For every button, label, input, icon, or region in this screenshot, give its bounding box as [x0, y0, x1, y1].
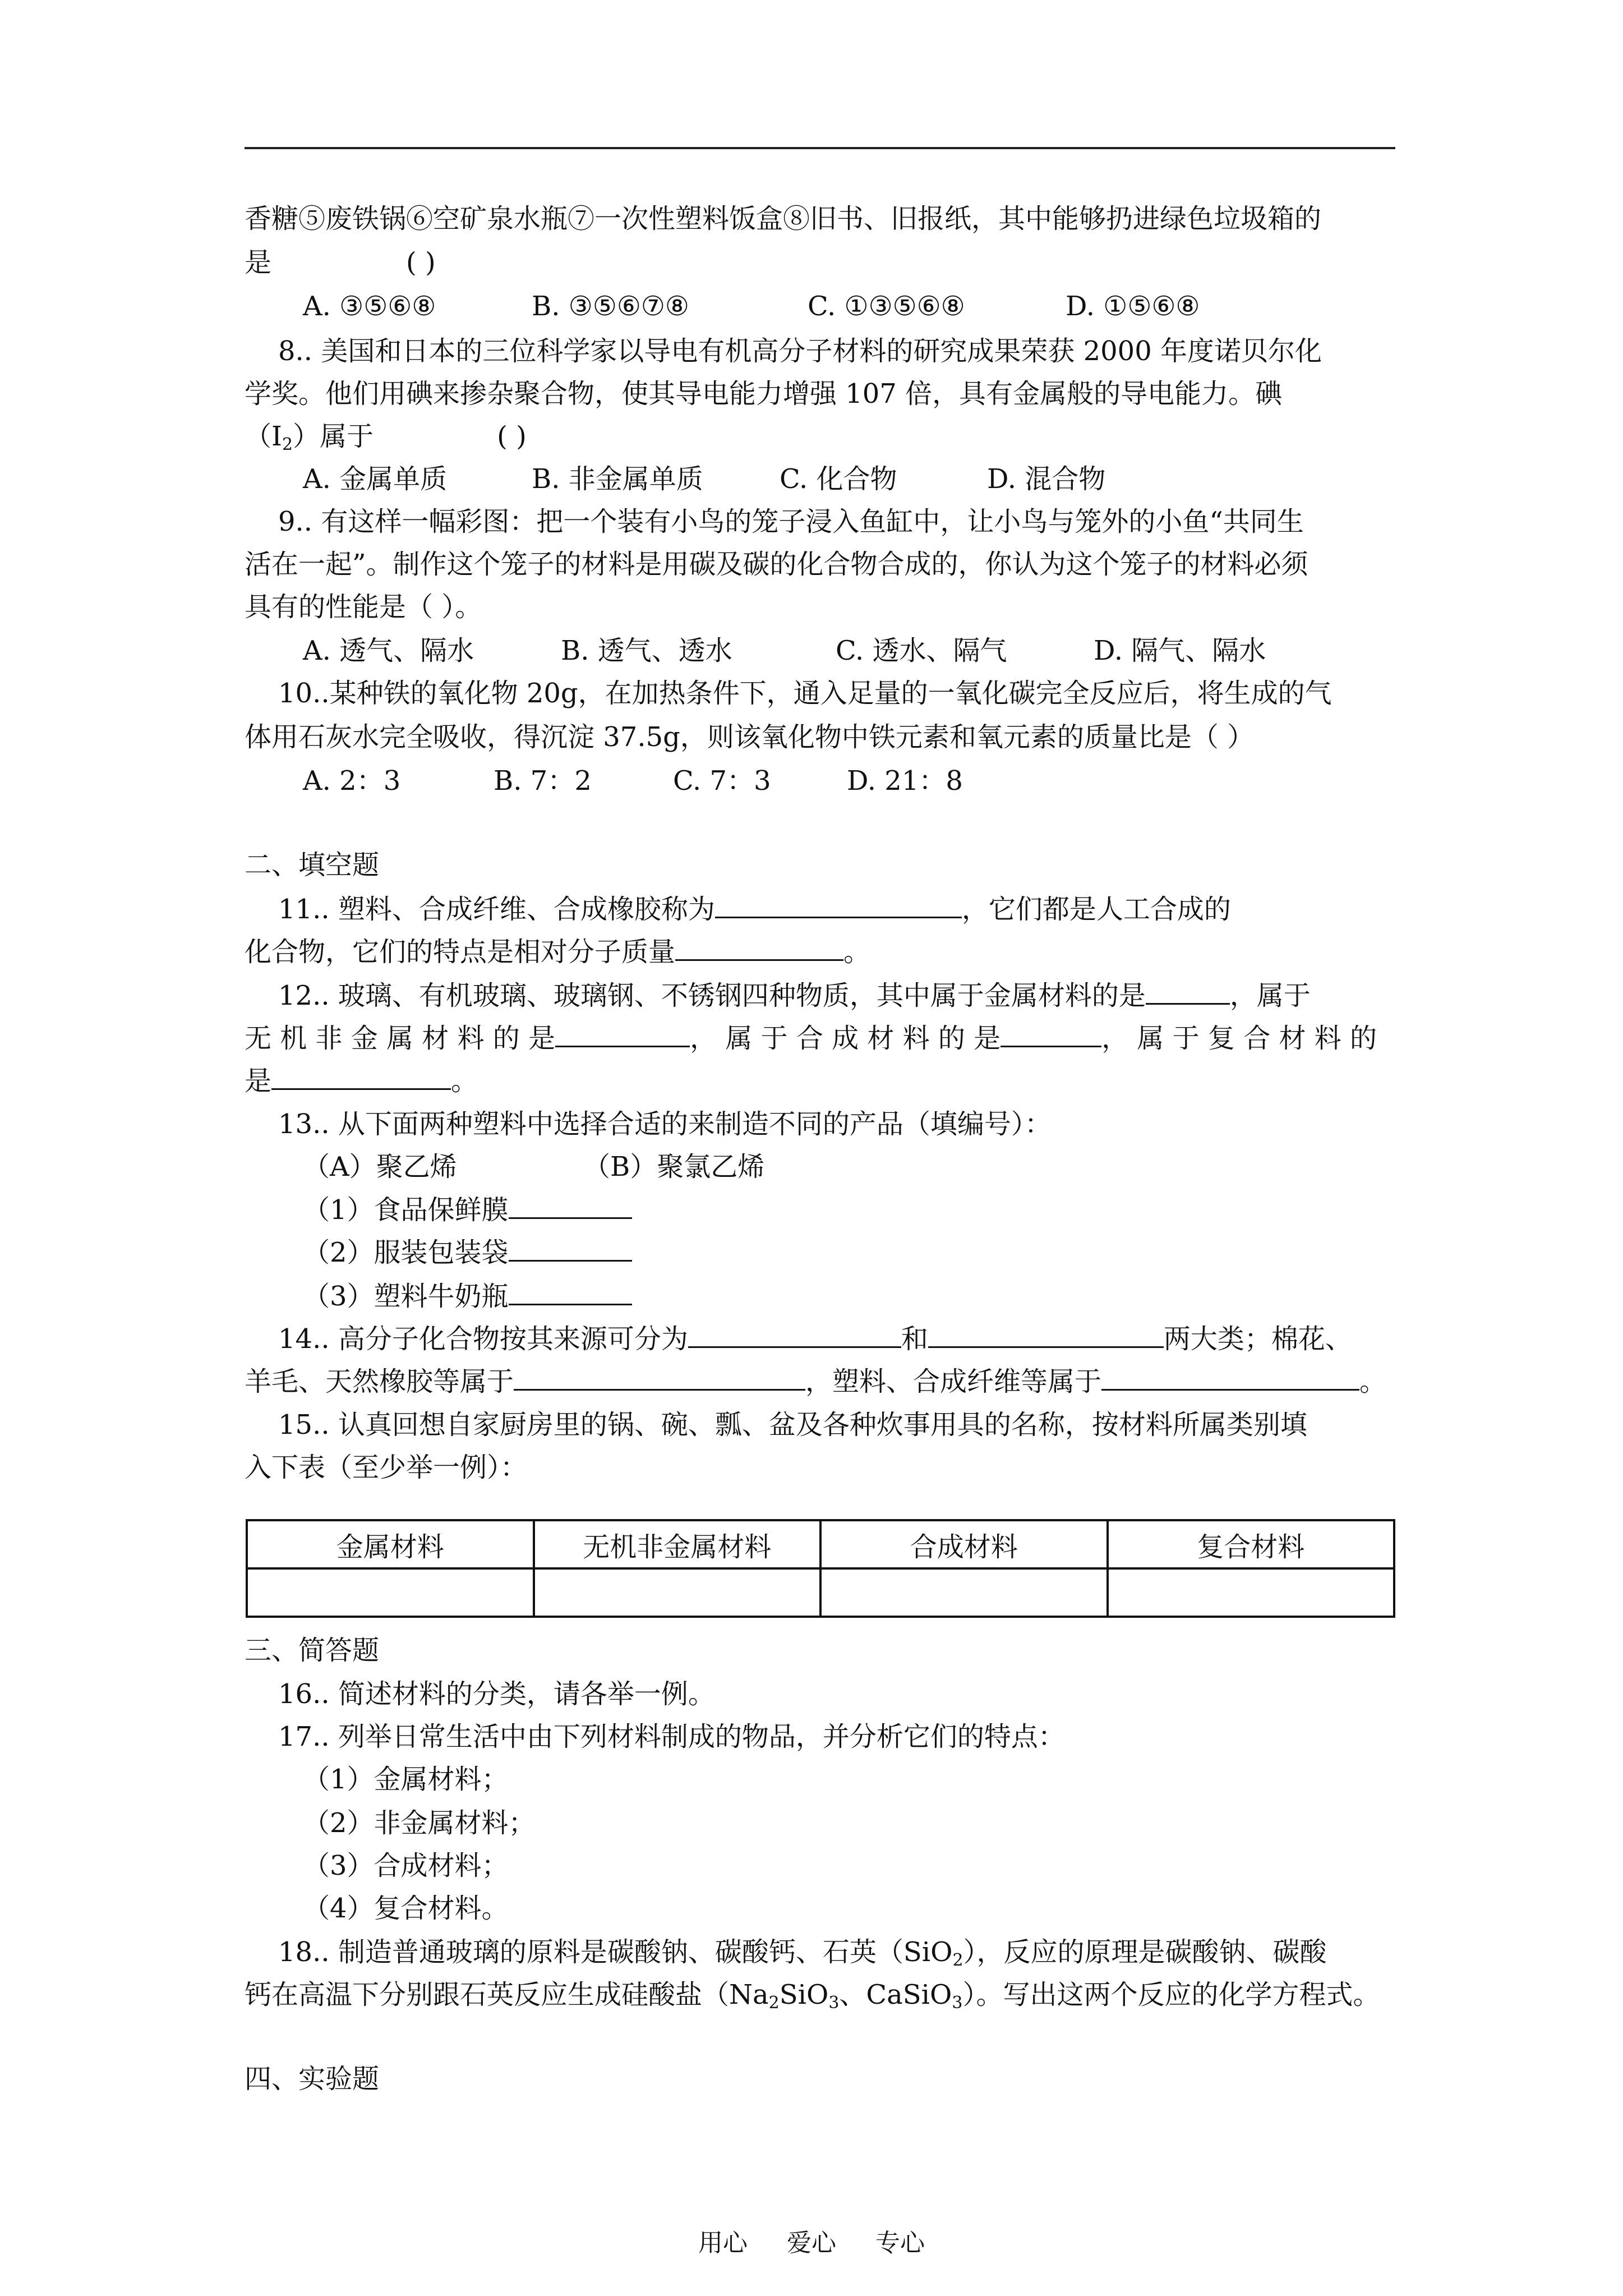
q11-line1: 11.. 塑料、合成纤维、合成橡胶称为 ，它们都是人工合成的	[278, 892, 1231, 926]
q17-item3: （3）合成材料；	[303, 1850, 509, 1881]
q13-option-b: （B）聚氯乙烯	[583, 1151, 765, 1182]
table-row	[247, 1568, 1394, 1617]
q9-option-c: C. 透水、隔气	[836, 635, 1007, 666]
q8-option-d: D. 混合物	[987, 463, 1106, 495]
q7-option-c: C. ①③⑤⑥⑧	[808, 291, 965, 322]
q16-line: 16.. 简述材料的分类，请各举一例。	[278, 1678, 715, 1710]
table-header-cell: 金属材料	[247, 1520, 534, 1568]
q9-line1: 9.. 有这样一幅彩图：把一个装有小鸟的笼子浸入鱼缸中，让小鸟与笼外的小鱼“共同生	[278, 506, 1304, 537]
q17-line1: 17.. 列举日常生活中由下列材料制成的物品，并分析它们的特点：	[278, 1721, 1065, 1752]
answer-paren: ( )	[497, 421, 527, 452]
section-heading-experiment: 四、实验题	[245, 2063, 380, 2095]
table-answer-cell[interactable]	[1108, 1568, 1395, 1617]
q7-line2: 是 ( )	[245, 247, 436, 278]
q9-option-b: B. 透气、透水	[561, 635, 732, 666]
q9-option-d: D. 隔气、隔水	[1094, 635, 1266, 666]
table-answer-cell[interactable]	[247, 1568, 534, 1617]
q10-option-d: D. 21：8	[847, 765, 963, 797]
q13-item2: （2）服装包装袋	[303, 1235, 632, 1269]
q13-item3: （3）塑料牛奶瓶	[303, 1279, 632, 1313]
section-heading-short-answer: 三、简答题	[245, 1635, 380, 1666]
fill-blank[interactable]	[928, 1322, 1164, 1348]
q13-option-a: （A）聚乙烯	[303, 1151, 457, 1182]
q14-line1: 14.. 高分子化合物按其来源可分为 和 两大类；棉花、	[278, 1322, 1352, 1356]
q17-item1: （1）金属材料；	[303, 1764, 509, 1795]
table-header-cell: 复合材料	[1108, 1520, 1395, 1568]
fill-blank[interactable]	[715, 892, 962, 918]
q7-line1: 香糖⑤废铁锅⑥空矿泉水瓶⑦一次性塑料饭盒⑧旧书、旧报纸，其中能够扔进绿色垃圾箱的	[245, 203, 1322, 234]
q10-line2: 体用石灰水完全吸收，得沉淀 37.5g，则该氧化物中铁元素和氧元素的质量比是（ ）	[245, 721, 1255, 753]
q13-item1: （1）食品保鲜膜	[303, 1193, 632, 1227]
table-answer-cell[interactable]	[534, 1568, 821, 1617]
q11-line2: 化合物，它们的特点是相对分子质量 。	[245, 935, 870, 969]
q8-line2: 学奖。他们用碘来掺杂聚合物，使其导电能力增强 107 倍，具有金属般的导电能力。碘	[245, 378, 1283, 409]
q10-option-a: A. 2：3	[303, 765, 401, 797]
fill-blank[interactable]	[1146, 978, 1230, 1005]
q10-option-c: C. 7：3	[673, 765, 771, 797]
q10-line1: 10..某种铁的氧化物 20g，在加热条件下，通入足量的一氧化碳完全反应后，将生成的气	[278, 678, 1332, 709]
q17-item2: （2）非金属材料；	[303, 1807, 536, 1839]
q18-line1: 18.. 制造普通玻璃的原料是碳酸钠、碳酸钙、石英（SiO$_2$），反应的原理是碳酸钠、碳酸	[278, 1936, 1327, 1970]
fill-blank[interactable]	[675, 935, 843, 961]
fill-blank[interactable]	[509, 1235, 632, 1262]
table-header-cell: 无机非金属材料	[534, 1520, 821, 1568]
q17-item4: （4）复合材料。	[303, 1893, 509, 1924]
q8-option-b: B. 非金属单质	[532, 463, 703, 495]
q12-line2: 无 机 非 金 属 材 料 的 是 ， 属 于 合 成 材 料 的 是 ， 属 于 复 合 材 料 的	[245, 1021, 1377, 1055]
q12-line1: 12.. 玻璃、有机玻璃、玻璃钢、不锈钢四种物质，其中属于金属材料的是 ，属于	[278, 978, 1311, 1013]
q13-line1: 13.. 从下面两种塑料中选择合适的来制造不同的产品（填编号）：	[278, 1108, 1052, 1140]
q14-line2: 羊毛、天然橡胶等属于 ，塑料、合成纤维等属于 。	[245, 1364, 1386, 1398]
q15-line1: 15.. 认真回想自家厨房里的锅、碗、瓢、盆及各种炊事用具的名称，按材料所属类别填	[278, 1409, 1307, 1441]
table-header-row	[247, 1520, 1394, 1568]
table-header-cell: 合成材料	[820, 1520, 1108, 1568]
fill-blank[interactable]	[509, 1193, 632, 1219]
materials-table	[246, 1519, 1395, 1618]
footer-word: 用心	[698, 2229, 748, 2257]
q9-line3: 具有的性能是（ ）。	[245, 591, 482, 623]
q7-option-b: B. ③⑤⑥⑦⑧	[532, 291, 689, 322]
q12-line3: 是 。	[245, 1064, 478, 1098]
fill-blank[interactable]	[555, 1021, 690, 1047]
q8-line3: $(I_2)$属于 ( )	[245, 421, 527, 454]
section-heading-fill-in: 二、填空题	[245, 849, 380, 881]
fill-blank[interactable]	[514, 1364, 805, 1391]
footer-word: 专心	[875, 2229, 925, 2257]
q9-line2: 活在一起”。制作这个笼子的材料是用碳及碳的化合物合成的，你认为这个笼子的材料必须	[245, 549, 1308, 580]
fill-blank[interactable]	[271, 1064, 451, 1090]
q10-option-b: B. 7：2	[494, 765, 592, 797]
q9-option-a: A. 透气、隔水	[303, 635, 474, 666]
q18-line2: 钙在高温下分别跟石英反应生成硅酸盐（$Na_2SiO_3$、CaSiO$_3$）。写出这两个反应的化学方程式。	[245, 1979, 1380, 2013]
q8-line1: 8.. 美国和日本的三位科学家以导电有机高分子材料的研究成果荣获 2000 年度诺贝尔化	[278, 335, 1322, 367]
fill-blank[interactable]	[509, 1279, 632, 1305]
q8-option-c: C. 化合物	[780, 463, 897, 495]
q15-line2: 入下表（至少举一例）：	[245, 1452, 528, 1483]
fill-blank[interactable]	[688, 1322, 901, 1348]
q7-option-a: A. ③⑤⑥⑧	[303, 291, 436, 322]
fill-blank[interactable]	[1101, 1364, 1359, 1391]
answer-paren: ( )	[406, 247, 436, 278]
header-rule	[245, 147, 1395, 149]
table-answer-cell[interactable]	[820, 1568, 1108, 1617]
fill-blank[interactable]	[1000, 1021, 1101, 1047]
footer-word: 爱心	[787, 2229, 836, 2257]
page-footer	[0, 2223, 1623, 2258]
q7-option-d: D. ①⑤⑥⑧	[1066, 291, 1200, 322]
q8-option-a: A. 金属单质	[303, 463, 448, 495]
